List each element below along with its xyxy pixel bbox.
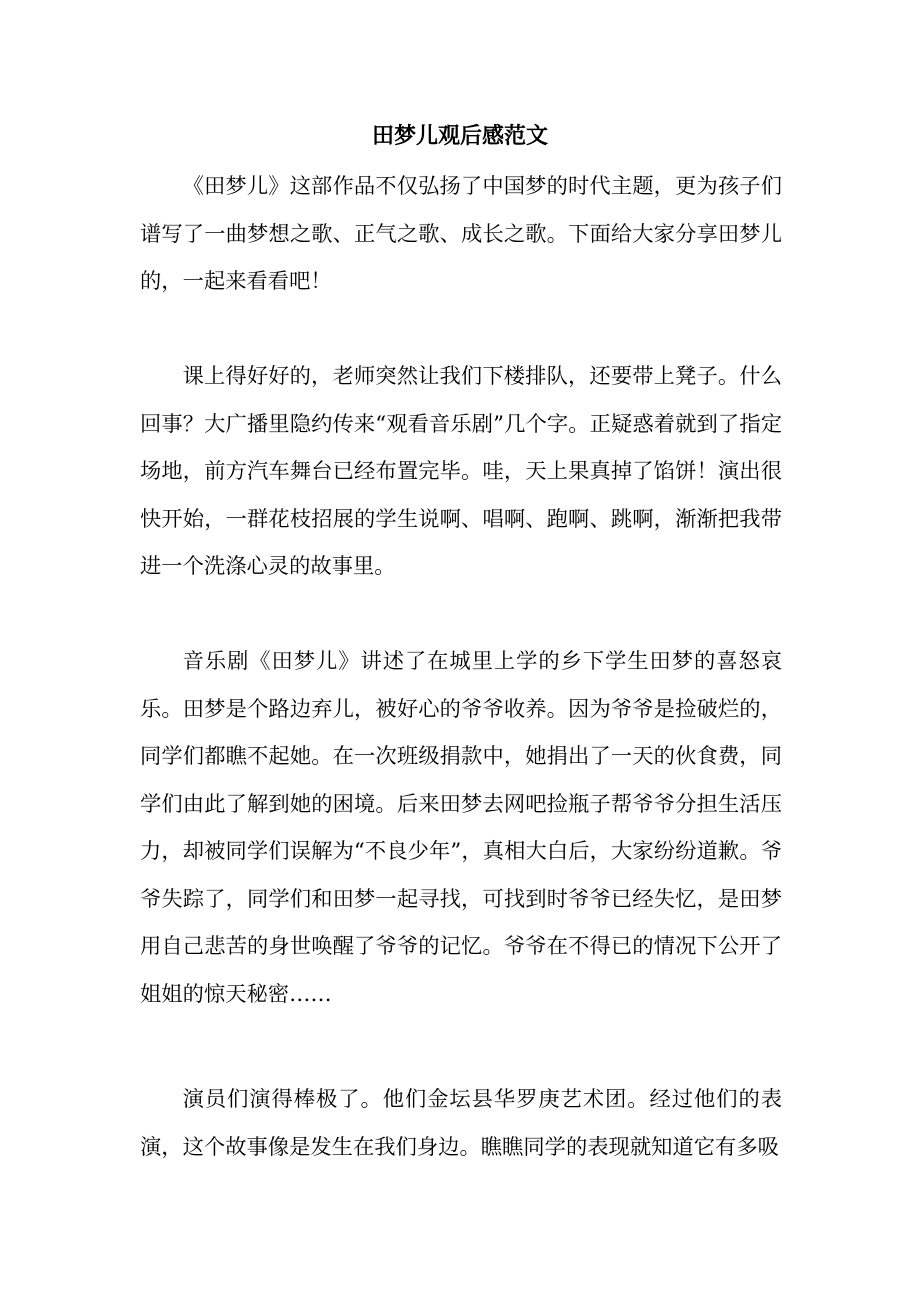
paragraph-story-summary: 音乐剧《田梦儿》讲述了在城里上学的乡下学生田梦的喜怒哀乐。田梦是个路边弃儿，被好心的爷爷收养。因为爷爷是捡破烂的，同学们都瞧不起她。在一次班级捐款中，她捐出了一天的伙食费，同学们由此了解到她的困境。后来田梦去网吧捡瓶子帮爷爷分担生活压力，却被同学们误解为“不良少年”，真相大白后，大家纷纷道歉。爷爷失踪了，同学们和田梦一起寻找，可找到时爷爷已经失忆，是田梦用自己悲苦的身世唤醒了爷爷的记忆。爷爷在不得已的情况下公开了姐姐的惊天秘密…… xyxy=(140,649,782,1007)
paragraph-intro: 《田梦儿》这部作品不仅弘扬了中国梦的时代主题，更为孩子们谱写了一曲梦想之歌、正气之歌、成长之歌。下面给大家分享田梦儿的，一起来看看吧！ xyxy=(140,174,782,294)
paragraph-class-scene: 课上得好好的，老师突然让我们下楼排队，还要带上凳子。什么回事？大广播里隐约传来“观看音乐剧”几个字。正疑惑着就到了指定场地，前方汽车舞台已经布置完毕。哇，天上果真掉了馅饼！演出很快开始，一群花枝招展的学生说啊、唱啊、跑啊、跳啊，渐渐把我带进一个洗涤心灵的故事里。 xyxy=(140,364,782,579)
paragraph-performance: 演员们演得棒极了。他们金坛县华罗庚艺术团。经过他们的表演，这个故事像是发生在我们身边。瞧瞧同学的表现就知道它有多吸 xyxy=(140,1087,782,1160)
document-title: 田梦儿观后感范文 xyxy=(371,123,548,149)
